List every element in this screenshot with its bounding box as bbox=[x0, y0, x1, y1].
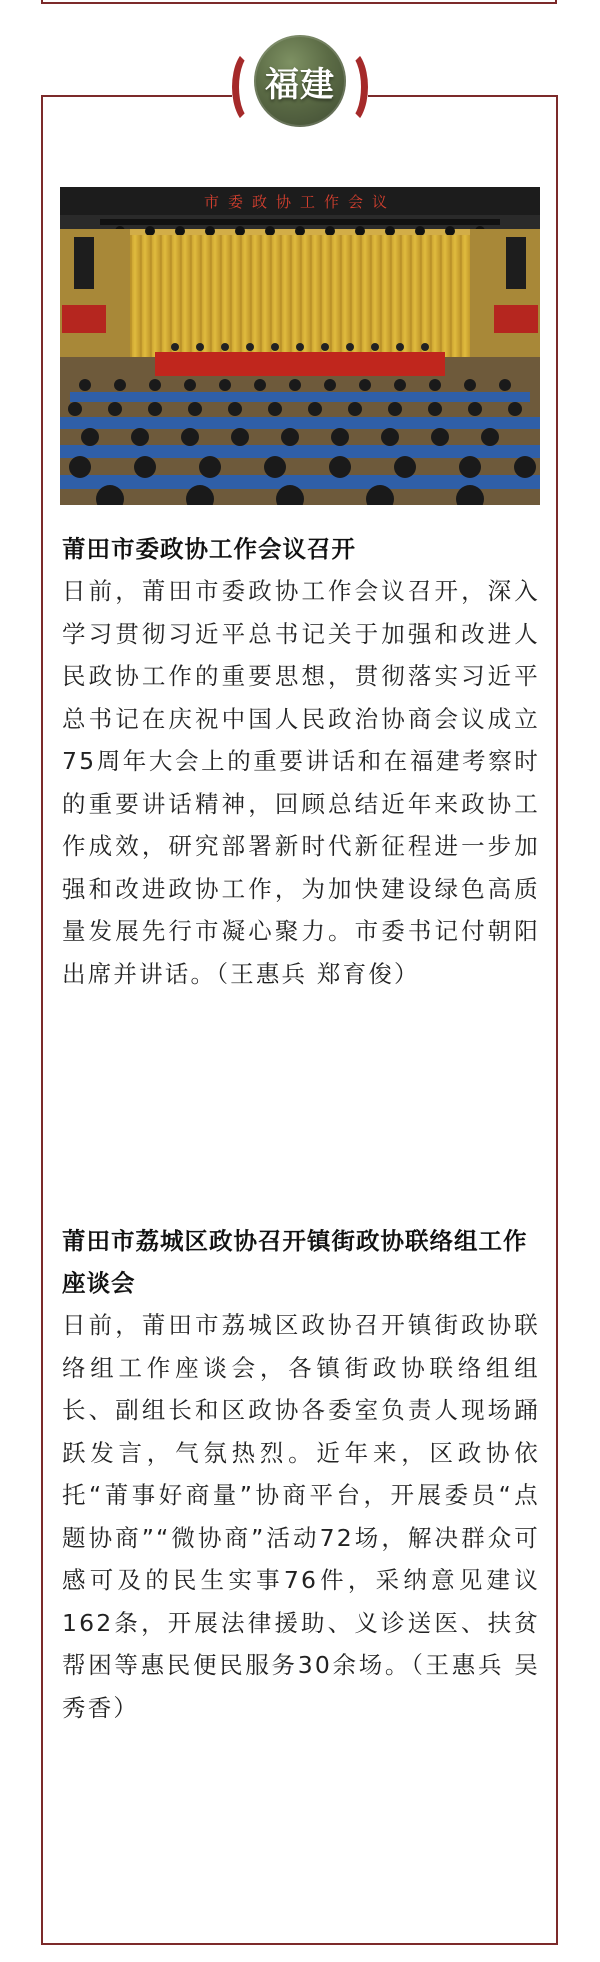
article-1 bbox=[62, 528, 540, 995]
banner-text: 市委政协工作会议 bbox=[203, 193, 397, 211]
article-1-title: 莆田市委政协工作会议召开 bbox=[62, 535, 356, 563]
article-1-body: 日前，莆田市委政协工作会议召开，深入学习贯彻习近平总书记关于加强和改进人民政协工作的重要思想，贯彻落实习近平总书记在庆祝中国人民政治协商会议成立75周年大会上的重要讲话和在福建考察时的重要讲话精神，回顾总结近年来政协工作成效，研究部署新时代新征程进一步加强和改进政协工作，为加快建设绿色高质量发展先行市凝心聚力。市委书记付朝阳出席并讲话。（王惠兵 郑育俊） bbox=[62, 577, 540, 988]
article-2 bbox=[62, 1220, 540, 1729]
region-badge bbox=[232, 30, 368, 140]
meeting-photo bbox=[60, 187, 540, 505]
article-2-body: 日前，莆田市荔城区政协召开镇街政协联络组工作座谈会，各镇街政协联络组组长、副组长和区政协各委室负责人现场踊跃发言，气氛热烈。近年来，区政协依托“莆事好商量”协商平台，开展委员“点题协商”“微协商”活动72场，解决群众可感可及的民生实事76件，采纳意见建议162条，开展法律援助、义诊送医、扶贫帮困等惠民便民服务30余场。（王惠兵 吴秀香） bbox=[62, 1311, 540, 1722]
right-bracket-decoration bbox=[328, 48, 368, 126]
region-badge-label: 福建 bbox=[265, 64, 335, 105]
top-frame-decoration bbox=[41, 0, 557, 4]
article-2-title: 莆田市荔城区政协召开镇街政协联络组工作座谈会 bbox=[62, 1227, 528, 1297]
meeting-hall-illustration bbox=[60, 187, 540, 505]
